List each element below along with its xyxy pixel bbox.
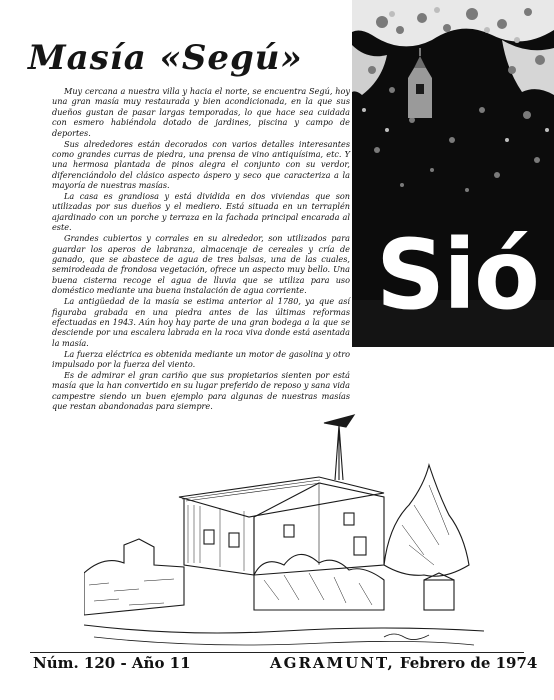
article-paragraph: Grandes cubiertos y corrales en su alrededor, son utilizados para guardar los aperos de labranza, almacenaje de cereales y cría de ganado, que se abastece de agua de tres balsas, una de las cuales, semirodeada de frondosa vegetación, ofrece un aspecto muy bello. Una buena cisterna recoge el agua de lluvia que se utiliza para uso doméstico mediante una buena instalación de agua corriente. (52, 233, 350, 296)
masthead-logo: Sió (376, 219, 538, 331)
article-paragraph: Muy cercana a nuestra villa y hacia el norte, se encuentra Segú, hoy una gran masía muy restaurada y bien acondicionada, en la que sus dueños gustan de pasar largas temporadas, lo que hace sea cuidada con esmero habiéndola dotado de jardines, piscina y campo de deportes. (52, 86, 350, 138)
article-paragraph: Sus alrededores están decorados con varios detalles interesantes como grandes curras de piedra, una prensa de vino antiquísima, etc. Y una hermosa plantada de pinos alegra el conjunto con su verdor, diferenciándolo del clásico aspecto áspero y seco que caracteriza a la mayoría de nuestras masías. (52, 138, 350, 191)
article-paragraph: La fuerza eléctrica es obtenida mediante un motor de gasolina y otro impulsado por la fuerza del viento. (52, 348, 350, 370)
issue-number: Núm. 120 - Año 11 (33, 654, 191, 672)
article-title: Masía «Segú» (28, 38, 303, 78)
dateline (270, 654, 537, 672)
city-name: AGRAMUNT, (270, 654, 395, 672)
article-paragraph: Es de admirar el gran cariño que sus propietarios sienten por está masía que la han convertido en su lugar preferido de reposo y sana vida campestre siendo un buen ejemplo para algunas de nuestras masías que restan abandonadas para siempre. (52, 369, 350, 412)
farmhouse-sketch (84, 405, 484, 655)
issue-date: Febrero de 1974 (399, 654, 538, 672)
footer-divider (30, 652, 524, 653)
article-paragraph: La antigüedad de la masía se estima anterior al 1780, ya que así figuraba grabada en una piedra antes de las últimas reformas efectuadas en 1943. Aún hoy hay parte de una gran bodega a la que se desciende por una escalera labrada en la roca viva donde está asentada la masía. (52, 296, 350, 348)
article-body (52, 86, 350, 412)
article-paragraph: La casa es grandiosa y está dividida en dos viviendas que son utilizadas por sus dueños y el mediero. Está situada en un terraplén ajardinado con un porche y terraza en la fachada principal encarada al este. (52, 191, 350, 233)
